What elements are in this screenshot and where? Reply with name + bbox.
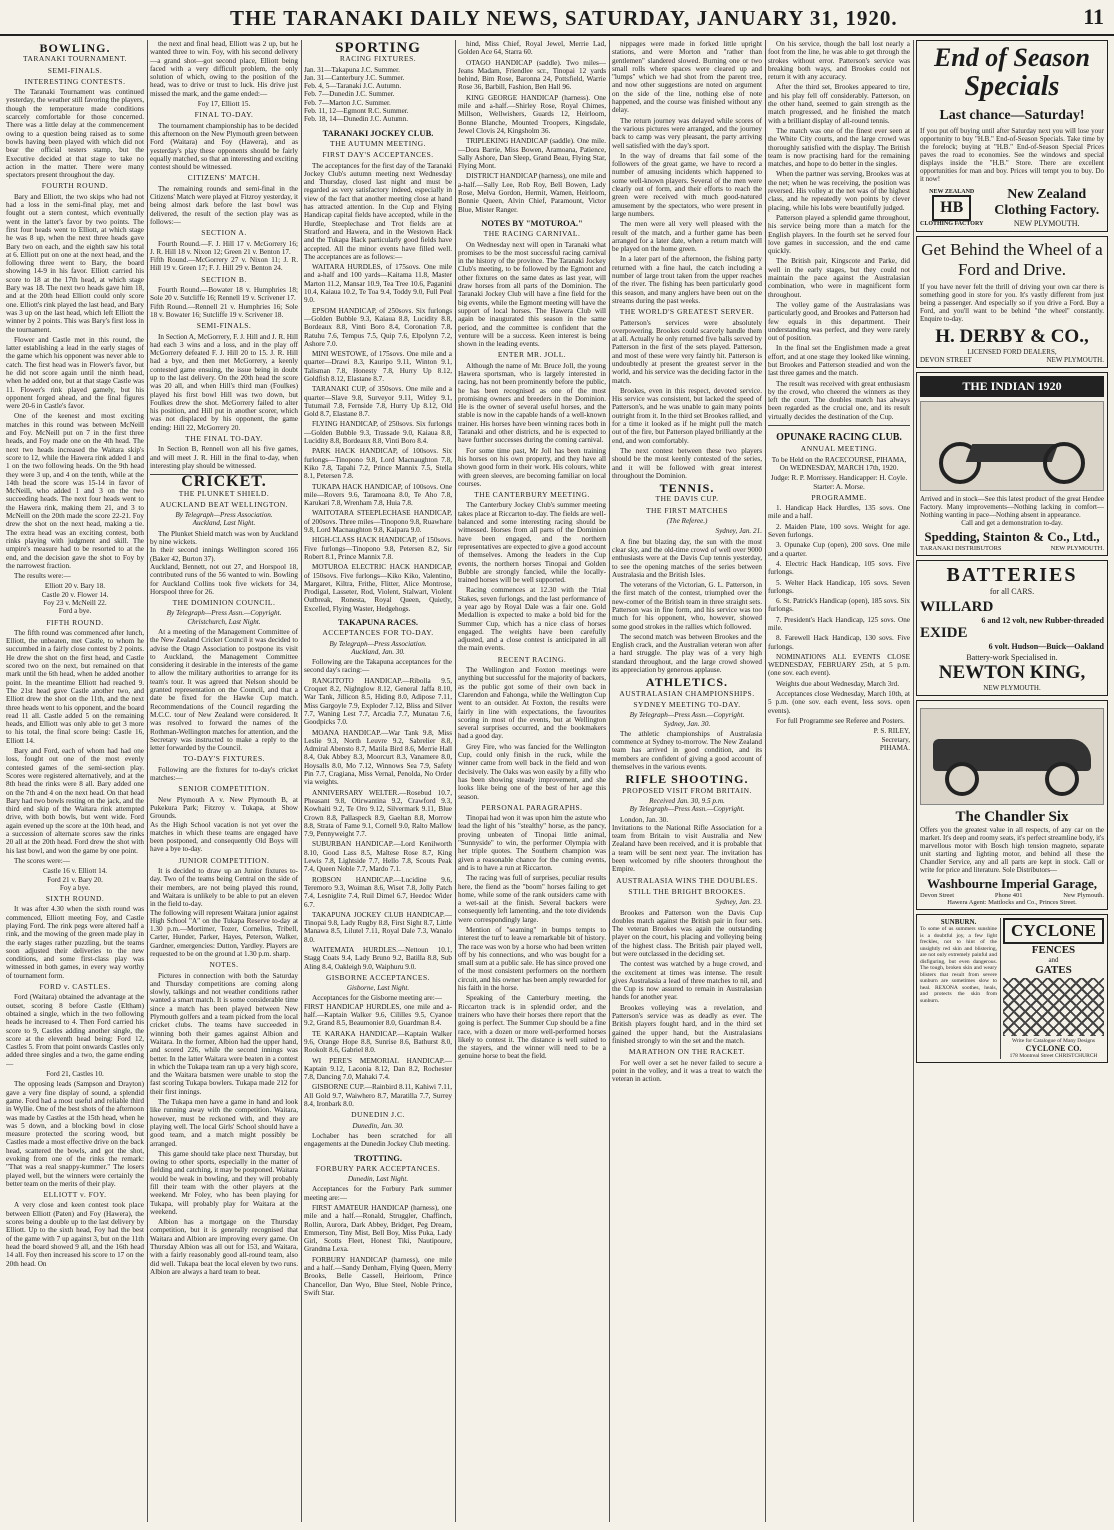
subheading: PROPOSED VISIT FROM BRITAIN. [622,785,752,795]
scores-list: Castle 16 v. Elliott 14. Ford 21 v. Bary 20. Foy a bye. [42,867,108,892]
ad-text: Arrived and in stock—See this latest product of the great Hendee Factory. Many improvements—Nothing lacking in comfort—Nothing wanting in pace—Nothing absent in appearance. [920,495,1104,519]
sunburn-notice [920,918,997,1059]
race-entry: ROBSON HANDICAP.—Lucidine 9.6, Teremoro 9.3, Woiman 8.6, Wiset 7.8, Jolly Patch 7.4, Lesniglite 7.4, Ruil Dimel 6.7, Heedoc Wider 6.7. [304,875,452,909]
ad-location: New Plymouth. [1063,892,1104,899]
section-results: Fourth Round.—Bowater 18 v. Humphries 18; Sole 20 v. Sutcliffe 16; Rennell 19 v. Scrivener 17. Fifth Round.—Rennell 21 v. Humphries 16; Sole 18 v. Bowater 16; Sutcliffe 19 v. Scrivener 18. [150,286,298,319]
article-paragraph: For some time past, Mr Joll has been training his horses on his own property, and they have all shown good form in their work. His colours, white with green sleeves, are becoming familiar on local courses. [458,446,606,488]
article-paragraph: Pictures in connection with both the Saturday and Thursday competitions are coming along slowly, talkings and not weather conditions rather wanted a smart match. It is some considerable time since a match has been played between New Plymouth golfers and a team picked from the local cricket clubs. The teams have succeeded in winning both their games against Albion and Waitara. In the former, Albion had the upper hand, and scored 226, while the second innings was better. In the latter Waitara were beaten in a contest in which the Tukapa team ran up a very high score, and the Waitara batsmen were unable to stop the fast scoring Tukapa bowlers. Tukapa made 212 for their first innings. [150,971,298,1096]
article-paragraph: The result was received with great enthusiasm by the crowd, who cheered the winners as they left the court. The doubles match has always been regarded as the crucial one, and its result virtually decides the destination of the Cup. [768,379,910,421]
results-label: The results were:— [14,572,71,581]
advertisements-column [916,40,1108,1522]
subheading: AUSTRALASIA WINS THE DOUBLES. [616,875,758,885]
programme-item: 6. St. Patrick's Handicap (open), 185 sovs. Six furlongs. [768,597,910,614]
article-paragraph: Ford (Waitara) obtained the advantage at the outset, scoring 8 before Castle (Eltham) obtained a single, which in the two following heads he increased to 4. Then Ford carried his score to 9, Castles adding another single, the score at the eleventh head being: Ford 12, Castles 5. From that point onwards Castles only added three singles and a two, the game ending— [6,993,144,1068]
article-paragraph: Grey Fire, who was fancied for the Wellington Cup, could only finish in the ruck, while the winner came from well back in the field and won decisively. The Oaks was won easily by a filly who has been showing steady improvement, and she looks like being one of the best of her age this season. [458,742,606,801]
ad-location: NEW PLYMOUTH. [983,684,1041,692]
byline: By Telegraph—Press Association. Auckland, Last Night. [175,511,273,528]
ad-location: NEW PLYMOUTH. [1046,356,1104,364]
column-bowling [6,40,144,1522]
race-entry: hind, Miss Chief, Royal Jewel, Merrie Lad, Golden Ace 64, Starra 60. [458,40,606,57]
subheading: THE DAVIS CUP. [655,494,719,504]
article-paragraph: The opposing leads (Sampson and Drayton) gave a very fine display of sound, a splendid game. Ford had a most useful and reliable third in Wyllie. One of the best shots of the afternoon was made by Castles at the 15th head, when he was 5 down, and a blocking bowl in close measure protected the scoring wood, but Castles made a most effective drive on the back head, scattered the bowls, and got the shot, evoking from one of the rinks the remark: "That was a real snappy-kummer." The losers played well, but the winners were certainly the better team on the merits of their play. [6,1080,144,1188]
ad-company: NEWTON KING, [938,662,1086,683]
subheading: PROGRAMME. [811,492,867,502]
race-entry: WAITARA HURDLES, of 175sovs. One mile and a-half and 100 yards—Kaitama 11.8, Master Marton 11.2, Mansar 10.9, Tea Tree 10.6, Paganini 10.4, Kaiaua 10.2, Te Toa 9.4, Toddy 9.0, Full Peal 9.0. [304,263,452,305]
column-sporting [304,40,452,1522]
race-entry: TARANAKI CUP, of 350sovs. One mile and a quarter—Slave 9.8, Surveyor 9.11, Witley 9.1, Tutumail 7.8, Fernside 7.8, Hurry Up 8.12, Old Gold 8.7, Elastane 8.7. [304,385,452,419]
column-tennis-athletics [612,40,762,1522]
subheading: AUSTRALASIAN CHAMPIONSHIPS. [619,688,755,698]
byline: Sydney, Jan. 21. [715,527,762,536]
column-rule [913,40,914,1522]
car-illustration [920,708,1104,805]
indian-motorcycle-ad [916,372,1108,556]
article-paragraph: Lochaber has been scratched for all engagements at the Dunedin Jockey Club meeting. [304,1131,452,1149]
subheading: TARANAKI JOCKEY CLUB. [322,127,434,138]
race-entry: OTAGO HANDICAP (saddle). Two miles—Jeans Madam, Friendlee scr., Tinopai 12 yards behind, Bim Rose, Baronna 24, Pottsfield, Warrie Rose 36, Barbill, Fashion, Ben Hall 96. [458,58,606,92]
brand-name: EXIDE [920,625,968,641]
byline: Received Jan. 30, 9.5 p.m. By Telegraph—Press Assn.—Copyright. [629,796,745,814]
column-rule [147,40,148,1522]
subheading: SYDNEY MEETING TO-DAY. [633,699,741,709]
ad-address [920,545,1104,552]
opunake-racing-notice [768,425,910,752]
logo-text: NEW ZEALAND [929,188,975,195]
wheel-icon [1043,442,1085,484]
subheading: SIXTH ROUND. [45,894,105,904]
article-paragraph: The veterans of the Victorian, G. L. Patterson, in the first match of the contest, triumphed over the new-comer of the British team in three straight sets. Patterson was in fine form, and his service was too much for his opponent, who, however, showed some good strokes in the rallies which followed. [612,581,762,631]
article-paragraph: The remaining rounds and semi-final in the Citizens' Match were played at Fitzroy yesterday, it being almost dark before the last bowl was delivered, the result of the section play was as follows:— [150,184,298,226]
article-paragraph: The men were all very well pleased with the result of the match, and a further game has been arranged for a later date, when a return match will be played on the home green. [612,220,762,254]
ad-subheadline: Last chance—Saturday! [939,108,1085,123]
programme-item: 1. Handicap Hack Hurdles, 135 sovs. One mile and a half. [768,504,910,521]
article-paragraph: Following are the Takapuna acceptances for the second day's racing:— [304,658,452,675]
race-entry: PARK HACK HANDICAP, of 100sovs. Six furlongs—Tinopono 9.8, Lord Macnaughton 7.8, Kiko 7.8, Tapahi 7.2, Prince Mannix 7.5, Stella 8.1, Petersen 7.8. [304,447,452,481]
article-paragraph: Although the name of Mr. Bruce Joll, the young Hawera sportsman, who is largely interested in racing, has not been prominently before the public, he has been recognised as one of the most promising owners and breeders in the Dominion. He is the owner of several useful horses, and the stable is now in the capable hands of a well-known trainer. His horses have been winning races both in Taranaki and other districts, and he is expected to have further successes during the coming carnival. [458,361,606,445]
subheading: SENIOR COMPETITION. [178,784,270,794]
ad-text: TARANAKI DISTRIBUTORS [920,545,1002,552]
section-heading-rifle: RIFLE SHOOTING. [625,772,749,787]
subheading: NOTES BY "MOTUROA." [481,217,583,228]
section-heading-tennis: TENNIS. [659,481,715,496]
article-paragraph: Flower and Castle met in this round, the latter establishing a lead in the early stages of the game which his opponent was never able to catch. The first head was in Flower's favor, but he did not score again until the ninth head, when he added one, but at that stage Castle was 11. Flower's rink played gamely, but his opponent forged ahead, and the final figures were 20-6 in Castle's favor. [6,335,144,411]
article-paragraph: Brookes and Patterson won the Davis Cup doubles match against the British pair in four sets. The veteran Brookes was again the outstanding player on the court, his placing and volleying being of the highest class. The British pair played well, but were outclassed in the deciding set. [612,908,762,958]
article-paragraph: After the third set, Brookes appeared to tire, and his play fell off considerably. Patterson, on the other hand, seemed to gain strength as the match progressed, and he finished the match with a brilliant display of all-round tennis. [768,83,910,125]
programme-item: 8. Farewell Hack Handicap, 130 sovs. Five furlongs. [768,634,910,651]
race-entry: MOANA HANDICAP.—War Tank 9.8, Miss Leslie 9.3, North Leuvre 9.2, Sabrelier 8.8, Admiral Abensto 8.7, Matila Bird 8.6, Merrie Hall 8.4, Oak Abbey 8.3, Moorcurt 8.3, Vanamere 8.0, Hoysalls 8.0, Mo 7.12, Winnows Sea 7.9, Safety Pin 7.7, Cragiana, Miss Vernal, Penolda, No Order via weights. [304,728,452,787]
subheading: THE WORLD'S GREATEST SERVER. [619,307,755,317]
subheading: TAKAPUNA RACES. [337,617,419,627]
article-paragraph: The Taranaki Tournament was continued yesterday, the weather still favoring the players, though the temperature made conditions scarcely comfortable for those concerned. There was a little delay at the commencement owing to a question being raised as to some bowls having been played with which did not bear the official testers stamp, but the Executive decided at that stage to take no action in the matter. There were many spectators present throughout the day. [6,88,144,180]
article-paragraph: Bary and Ford, each of whom had had one loss, fought out one of the most evenly contested games of the semi-section play. Scores were registered alternatively, and at the 8th head the rinks were 8 all. Bary added one on the 7th and 4 on the next head. On that head Bary had two bowls resting on the jack, and the third end skip of the Waitara rink attempted drive, with both bowls, but went wide. Ford again evened up the score at the 10th head, and a succession of alternate scores saw the rinks 20 all at the 20th head. Ford drew the shot with his last bowl, and won the game by one point. [6,747,144,855]
subheading: RECENT RACING. [497,654,567,664]
ad-text: for all CARS. [989,587,1035,596]
ad-text: Hawera Agent: Mattlocks and Co., Princes Street. [947,899,1077,906]
subheading: THE DOMINION COUNCIL. [172,598,276,608]
byline: (The Referee.) [666,517,708,526]
byline: Sydney, Jan. 23. [715,898,762,907]
masthead [0,0,1114,36]
article-paragraph: The acceptances for the first day of the Taranaki Jockey Club's autumn meeting next Wednesday and Thursday, closed last night and must be regarded as very satisfactory indeed, especially in view of the fact that another meeting close at hand has attracted attention. In the Cup and Flying Handicap capital fields have accepted, while in the Hurdle, Steeplechase and Trot fields are at Stratford and Hawera, and in the Westown Hack and the Tukapa Hack particularly good fields have accepted. All the minor events have filled well. The acceptances are as follows:— [304,161,452,261]
article-paragraph: Acceptances for the Gisborne meeting are:— FIRST HANDICAP HURDLES, one mile and a-half.—Kaptain Walker 9.6, Cililles 9.5, Cyanoe 9.2, Grand 8.5, Beaumonier 8.0, Guardman 8.4. [304,994,452,1028]
subheading: TO-DAY'S FIXTURES. [182,754,266,764]
article-paragraph: It is decided to draw up an Junior fixtures to-day. Two of the teams being Central on the side of their members, are not being played this round, and Waitara is unlikely to be able to put an eleven in the field to-day. The following will represent Waitara junior against High School "A" on the Tukapa Reserve to-day at 1.30 p.m.—Mortimer, Tozer, Cornelius, Tribell, Carter, Hunder, Parker, Hayes, Peterson, Walker, Gardner, emergencies: Dutton, Yardley. Players are requested to be on the ground at 1.30 p.m. sharp. [150,867,298,958]
subheading: FINAL TO-DAY. [194,110,254,120]
ad-location: NEW PLYMOUTH. [1013,219,1080,228]
article-paragraph: One of the keenest and most exciting matches in this round was between McNeill and Foy. McNeill put on 7 in the first three heads, and Foy made one on the 4th head. The next two heads increased the Waitara skip's score to 12, while the Hawera rink added 1 and 1 on the two following heads. On the 9th head they were 3 up, and 4 on the tenth, while at the 14th head the score was 15-14 in favor of McNeill, who added 1 and 3 on the two succeeding heads. The next four heads went to the Hawera rink, making them 21, and 3 to McNeill on the 20th made the score 22-21. Foy drew the shot on the next head, making a tie. The extra head was an exciting contest, both rinks playing with judgment and skill. The umpire's measure had to be resorted to at the end, and the decision gave the shot to Foy by the narrowest fraction. [6,412,144,570]
newspaper-title: THE TARANAKI DAILY NEWS, SATURDAY, JANUARY 31, 1920. [230,6,898,30]
byline: Gisborne, Last Night. [346,984,410,993]
race-entry: WAITOTARA STEEPLECHASE HANDICAP, of 200sovs. Three miles—Tinopono 9.8, Ruawhare 9.8, Lord Macnaughton 9.8, Kaipara 9.0. [304,509,452,535]
ad-text: If you put off buying until after Saturday next you will lose your opportunity to buy "H.B." End-of-Season Specials. Take time by the forelock; buying at "H.B." End-of-Season Special Prices paves the road to economies. See the windows and special displays inside the "H.B." Store. There are excellent opportunities for man and boy. Prices will tempt you to buy. Do it now! [920,127,1104,183]
section-heading-bowling: BOWLING. [39,41,111,55]
article-paragraph: The match was one of the finest ever seen at the White City courts, and the large crowd was thoroughly satisfied with the display. The British team is now practising hard for the remaining matches, and hope to do better in the singles. [768,126,910,169]
race-entry: FIRST AMATEUR HANDICAP (harness), one mile and a half.—Ronald, Struggler, Chaffinch, Rollin, Aurora, Dark Abbey, Bridget, Peg Dream, Emmerson, Tiny Mist, Bell Boy, Miss Puka, Lady Girl, Scotts Fleet, Honest Tiki, Nautipoure, Grandma Lexa. [304,1204,452,1254]
article-paragraph: The fifth round was commenced after lunch, Elliott, the unbeaten, met Castle, to whom he succumbed in a fairly close contest by 2 points. He drew the shot on the first head, and Castle scored two on the next, but remained on that mark until the 6th head, when he added another point. In the meantime Elliott had reached 9. The 21st head gave Castle another two, and Elliott drew the shot on the 11th, and the next three heads went to his opponent, and the board read 11 all. Castle added 5 on the remaining heads, and Elliott was only able to get 3 more to his total, the final score being: Castle 16, Elliott 14. [6,628,144,745]
ad-text: If you have never felt the thrill of driving your own car there is something good in store for you. It's vastly different from just being a passenger. And especially so if you drive a Ford. Buy a Ford, and you'll want to be behind "the wheel" constantly. Enquire to-day. [920,283,1104,323]
subheading: THE PLUNKET SHIELD. [178,488,270,498]
hb-specials-ad [916,40,1108,232]
ad-text: FENCES [1031,944,1076,956]
race-entry: WI PERE'S MEMORIAL HANDICAP.—Kaptain 9.12, Laconia 8.12, Dan 8.2, Rochester 7.8, Dancing 7.0, Mahaki 7.4. [304,1056,452,1082]
subheading: SECTION A. [201,228,247,238]
subheading: ANNUAL MEETING. [800,444,878,454]
race-entry: DISTRICT HANDICAP (harness), one mile and a-half.—Sally Lee, Rob Roy, Bell Bowen, Lady Rose, Melva Gordon, Hermit, Wamen, Heirloom, Bonnie Queen, Alvin Chief, Paramount, Victor Blue, Mister Ranger. [458,172,606,214]
race-entry: WAITEMATA HURDLES.—Nettoun 10.1, Stagg Coats 9.4, Lady Bruno 9.2, Batilla 8.8, Sub Aling 8.4, Oakleigh 9.0, Waiphuru 9.0. [304,945,452,971]
subheading: NOTES. [209,960,239,970]
race-entry: TRIPLEKING HANDICAP (saddle). One mile.—Dora Barrie, Miss Bowen, Aramoana, Patience, Sally Ashore, Dan Sleep, Grand Beau, Flying Star, Flying Mont. [458,137,606,171]
ford-ad [916,236,1108,368]
ad-street: Devon Street [920,892,955,899]
article-paragraph: The volley game of the Australasians was particularly good, and Brookes and Patterson had few equals in this department. Their understanding was perfect, and they were rarely out of position. [768,300,910,343]
brand-text: 6 and 12 volt, new Rubber-threaded [981,616,1104,625]
ad-headline: SUNBURN. [940,918,977,926]
chandler-ad [916,700,1108,910]
programme-item: 7. President's Hack Handicap, 125 sovs. One mile. [768,615,910,632]
motorcycle-illustration [920,401,1104,491]
article-paragraph: Racing commences at 12.30 with the Trial Stakes, seven furlongs, and the last performance of a year ago by Royal Dale was a fair one. Gold Medallion is expected to make a bold bid for the Summer Cup, which has a nice class of horses engaged. The weights have been carefully adjusted, and a close contest is anticipated in all the main events. [458,586,606,653]
logo-mark: HB [932,195,971,221]
article-paragraph: Brookes volleying was a revelation, and Patterson's service was as deadly as ever. The British players fought hard, and in the third set gained the upper hand, but the Australasians finished strongly to win the set and the match. [612,1003,762,1045]
article-paragraph: The next contest between these two players should be the most keenly contested of the series, and it will be followed with great interest throughout the Dominion. [612,446,762,480]
article-paragraph: In the way of dreams that fail some of the followers of the great game, we have to record a number of amusing incidents which happened to some well-known players. Several of the men were clearly out of form, and their efforts to reach the green were received with much good-natured amusement by the spectators, who were present in large numbers. [612,151,762,218]
article-paragraph: In Section A, McGorrery, F. J. Hill and J. R. Hill had each 3 wins and a loss, and in the play off McGorrery defeated F. J. Hill 20 to 15. J. R. Hill had a bye, and then met McGorrery, a keenly contested game ensuing, the issue being in doubt up to the last delivery. On the 20th head the score was 20 all, and when Hill's third man (Foulkes) played his first bowl Hill was two down, but Foulkes drew the shot. McGorrery failed to alter his position, and Hill put in another scorer, which was not displaced by his opponent, the game ending: Hill 22, McGorrery 20. [150,332,298,432]
wheel-icon [945,762,979,796]
notice-text: To be Held on the RACECOURSE, PIHAMA, On WEDNESDAY, MARCH 17th, 1920. [771,455,907,472]
subheading: SECTION B. [201,274,247,284]
programme-item: 2. Maiden Plate, 100 sovs. Weight for age. Seven furlongs. [768,522,910,540]
fence-illustration [1003,978,1104,1036]
subheading: SEMI-FINALS. [196,321,252,331]
results-list: Elliott 20 v. Bary 18. Castle 20 v. Flower 14. Foy 23 v. McNeill 22. Ford a bye. [41,582,109,616]
article-paragraph: On his service, though the ball lost nearly a foot from the line, he was able to get through the strokes without error. Patterson's service was breaking both ways, and Brookes could not return it with any accuracy. [768,40,910,82]
ad-headline: THE INDIAN 1920 [920,376,1104,397]
race-entry: FLYING HANDICAP, of 250sovs. Six furlongs—Golden Bubble 9.3, Trassade 9.0, Kaiaua 8.8, Lucidity 8.8, Bordeaux 8.8, Vinti Boro 8.4. [304,420,452,446]
article-paragraph: Albion has a mortgage on the Thursday competition, but it is generally recognised that Waitara and Albion are improving every game. On Thursday Albion was all out for 153, and Waitara, with a fairly reasonably good all-round team, also did well. Tukapa beat the local eleven by two runs. Albion are always a hard team to beat. [150,1218,298,1276]
race-entry: TUKAPA HACK HANDICAP, of 100sovs. One mile—Rovers 9.6, Taramoana 8.0, Te Aho 7.8, Karukari 7.8, Wrenham 7.8, Huia 7.8. [304,482,452,508]
article-paragraph: The British pair, Kingscote and Parke, did well in the early stages, but they could not maintain the pace against the Australasian combination, who were in magnificent form throughout. [768,257,910,299]
section-results: Fourth Round.—F. J. Hill 17 v. McGorrery 16; J. R. Hill 18 v. Nixon 12; Green 21 v. Benton 17. Fifth Round.—McGorrery 27 v. Nixon 11; J. R. Hill 19 v. Green 17; F. J. Hill 29 v. Benton 24. [150,239,298,273]
subheading: DUNEDIN J.C. [351,1110,405,1120]
race-entry: SUBURBAN HANDICAP.—Lord Kenilworth 8.10, Good Lass 8.5, Maltese Rose 8.7, King Lewis 7.8, Lightside 7.7, Hello 7.8, Scouts Peak 7.4, Queen Noble 7.7, Mardo 7.1. [304,840,452,874]
scores-label: The scores were:— [14,856,70,865]
race-entry: TE KARAKA HANDICAP.—Kaptain Walker 9.6, Orange Hope 8.8, Sunrise 8.6, Bathurst 8.0, Rookolt 8.6, Gabriel 8.0. [304,1029,452,1055]
ad-text: and [1048,956,1059,964]
column-tennis-opunake [768,40,910,1522]
subheading: ACCEPTANCES FOR TO-DAY. [322,628,434,638]
race-entry: MOTUROA ELECTRIC HACK HANDICAP, of 150sovs. Five furlongs—Kiko Kiko, Valentino, Margaret, Kiltra, Frithe, Flitter, Alice Montrose, Prodigal, Lasseter, Rod, Violent, Stalwart, Violent Outbreak, Ronesta, Royal Queen, Quietly, Excelled, Flying Waster, Hedgehogs. [304,563,452,613]
subheading: CITIZENS' MATCH. [187,173,261,183]
article-paragraph: London, Jan. 30. Invitations to the National Rifle Association for a team from Britain to visit Australia and New Zealand have been received, and it is probable that a team will be sent next year. The invitation has been welcomed by rifle shooters throughout the Empire. [612,815,762,874]
byline: Dunedin, Last Night. [347,1175,409,1184]
cyclone-notice [1000,918,1104,1059]
subheading: RACING FIXTURES. [339,54,417,64]
article-paragraph: Patterson's services were absolutely overpowering. Brookes could scarcely handle them at all. Actually he only returned five balls served by Patterson in the first of the sets played. Patterson, and most of these were very faintly hit. Patterson is undoubtedly at present the greatest server in the world, and his service was the deciding factor in the match. [612,318,762,385]
article-paragraph: The athletic championships of Australasia commence at Sydney to-morrow. The New Zealand team has arrived in good condition, and its members are confident of giving a good account of themselves in the various events. [612,729,762,772]
ad-text: Offers you the greatest value in all respects, of any car on the market. It's deep and roomy seats, it's perfect streamline body, it's marvellous motor with Bosch high tension magneto, separate unit starting and lighting motor, and behind all these the Chandler Service, any and all parts are kept in stock. Call or write for price and literature. Sole Distributors— [920,826,1104,874]
ad-text: To some of us summers sunshine is a doubtful joy, a few light freckles, not to hint of the unsightly red skin and blistering, are not only extremely painful and disfiguring, but even dangerous. The tough, broken skin and weary blisters that result from severe sunburn are sometimes slow to heal. REXONA soothes, heals, and protects the skin from sunburn. [920,926,997,1004]
race-entry: HIGH-CLASS HACK HANDICAP, of 150sovs. Five furlongs—Tinopono 9.8, Petersen 8.2, Sir Robert 8.1, Prince Mannix 7.8. [304,536,452,561]
batteries-ad [916,560,1108,696]
ad-company: Washbourne Imperial Garage, [926,876,1098,891]
programme-item: 5. Welter Hack Handicap, 105 sovs. Seven furlongs. [768,578,910,595]
subheading: INTERESTING CONTESTS. [24,76,126,86]
article-paragraph: This game should take place next Thursday, but owing to other sports, especially in the matter of fielding and catching, it may be postponed. Waitara would be weak in bowling, and they will probably fill their team with the other players at the weekend. Mr Foley, who has been playing for Tukapa, will probably play for Waitara at the weekend. [150,1149,298,1216]
ad-company: H. DERBY & CO., [935,326,1089,347]
race-entry: TAKAPUNA JOCKEY CLUB HANDICAP.—Tinopai 9.8, Lady Rugby 8.8, First Sight 8.7, Little Manawa 8.5, Lilutel 7.11, Royal Dale 7.3, Wanalo 8.0. [304,910,452,944]
section-heading-cricket: CRICKET. [150,474,298,486]
ad-company: CYCLONE CO. [1025,1044,1082,1053]
fixtures-list: Jan. 31—Takapuna J.C. Summer. Jan. 31—Canterbury J.C. Summer. Feb. 4, 5—Taranaki J.C. Autumn. Feb. 7—Dunedin J.C. Summer. Feb. 7—Marton J.C. Summer. Feb. 11, 12—Egmont R.C. Summer. Feb. 18, 14—Dunedin J.C. Autumn. [304,65,409,124]
byline: By Telegraph—Press Assn.—Copyright. Christchurch, Last Night. [166,609,282,626]
article-paragraph: Speaking of the Canterbury meeting, the Riccarton track is in splendid order, and the trainers who have their horses there report that the going is perfect. The Summer Cup should be a fine race, with a dozen or more well-performed horses likely to contest it. The distance is well suited to the stayers, and the winner will need to be a genuine horse to beat the field. [458,994,606,1061]
article-paragraph: the next and final head, Elliott was 2 up, but he wanted three to win. Foy, with his second delivery—a grand shot—got second place, Elliott being faced with a very difficult problem, the only solution of which, owing to the position of the head, was to drive or trust to luck. His drive just missed the mark, and the game ended:— [150,40,298,98]
result-line: Foy 17, Elliott 15. [197,100,251,109]
subheading: TROTTING. [354,1152,402,1163]
ad-headline: End of Season [933,43,1091,72]
notice-heading: OPUNAKE RACING CLUB. [776,432,902,444]
ad-text: GATES [1035,964,1072,976]
wheel-icon [1045,762,1079,796]
subheading: PERSONAL PARAGRAPHS. [481,802,583,812]
article-paragraph: The Wellington and Foxton meetings were anything but successful for the majority of backers, as the public got some of their own back in Clarendon and Fahonga, while the Wellington Cup went to an outsider. At Foxton, the results were fairly in line with expectations, the favourites scoring in most of the events, but at Wellington several surprises occurred, and the bookmakers had a good day. [458,666,606,741]
battery-brands [920,599,1104,651]
race-entry: RANGITOTO HANDICAP.—Ribolla 9.5, Croquet 8.2, Nightglow 8.12, General Jaffa 8.10, War Tank, Jillicon 8.5, Hiding 8.0, Adipose 7.11, Miss Gargoyle 7.9, Exploder 7.12, Bliss and Silver 7.7, Waning Lest 7.7, Arcadia 7.7, Munatau 7.6, Goodpicks 7.0. [304,676,452,727]
article-paragraph: The Tukapa men have a game in hand and look like running away with the competition. Waitara, however, must be reckoned with, and they are playing well. The local Girls' School should have a good team, and a match might possibly be arranged. [150,1098,298,1148]
article-paragraph: The second match was between Brookes and the English crack, and the Australian veteran won after a hard struggle. The play was of a very high standard throughout, and the large crowd showed its appreciation by generous applause. [612,632,762,675]
subheading: SEMI-FINALS. [47,65,103,75]
notice-text: Weights due about Wednesday, March 3rd. [776,679,899,688]
race-entry: FORBURY HANDICAP (harness), one mile and a half.—Sandy Denham, Flying Queen, Merry Brooks, Belle Cassell, Heirloom, Prince Chancellor, Dan Wyo, Blue Steel, Noble Prince, Swift Star. [304,1255,452,1297]
column-racing-notes [458,40,606,1522]
article-paragraph: The return journey was delayed while scores of the various pictures were arranged, and the journey back to camp was very pleasant, the party arriving well satisfied with the day's sport. [612,116,762,150]
result-line: Ford 21, Castles 10. [46,1070,104,1079]
subheading: STILL THE BRIGHT BROOKES. [628,886,746,896]
article-paragraph: Bary and Elliott, the two skips who had not had a loss in the semi-final play, met and fought out a stern contest, which eventually went in the latter's favor by two points. The first four heads went to Elliott, at which stage he was 8 up, when the next three heads gave Bary two on each, and the eighth saw his total at 6. Elliott put on one at the next head, and the following three went to Bary, the board showing 14-9 in his favor. Elliott carried his score to 18 at the 17th head, at which stage Bary was 18. The next two heads gave him 18, and at the 20th head Elliott could only score one. Elliott's rink played the last head, and Bary was 3 up on the last head, which left Elliott the winner by 2 points. This was Bary's first loss in the tournament. [6,192,144,334]
article-paragraph: Following are the fixtures for to-day's cricket matches:— [150,765,298,783]
subheading: AUCKLAND BEAT WELLINGTON. [159,499,289,509]
subheading: FIFTH ROUND. [46,617,104,627]
article-paragraph: Brookes, even in this respect, devoted service. His service was consistent, but lacked the speed of Patterson's, and he was unable to gain many points outright from it. In the third set Brookes rallied, and for a time it looked as if he might pull the match out of the fire, but Patterson played brilliantly at the end, and won comfortably. [612,386,762,445]
article-paragraph: The tournament championship has to be decided this afternoon on the New Plymouth green between Ford (Waitara) and Foy (Hawera), and as yesterday's play these opponents should be fairly equally matched, so that an interesting and exciting contest should be witnessed. [150,121,298,172]
subheading: THE FINAL TO-DAY. [185,434,263,444]
subheading: THE CANTERBURY MEETING. [474,490,590,500]
sunburn-cyclone-ad [916,914,1108,1063]
article-paragraph: On Wednesday next will open in Taranaki what promises to be the most successful racing carnival in the history of the province. The Taranaki Jockey Club's meeting, to be followed by the Egmont and other fixtures on the same dates as last year, will draw horses from all parts of the Dominion. The Taranaki Jockey Club will have a fine field for the big events, while the Egmont meeting will have the support of local horses. The Hawera Club will again be inaugurated this season in the same period, and the committee is confident that the venture will be a success. Keen interest is being shown in the leading events. [458,240,606,349]
ad-headline: The Chandler Six [955,809,1069,825]
subheading: THE AUTUMN MEETING. [330,138,426,148]
column-rule [765,40,766,1522]
subheading: FOURTH ROUND. [41,181,109,191]
article-paragraph: A fine but blazing day, the sun with the most clear sky, and the old-time crowd of well over 9000 enthusiasts were at the Davis Cup tennis yesterday, to see the opening matches of the series between Australasia and the British Isles. [612,537,762,579]
subheading: JUNIOR COMPETITION. [178,855,270,865]
article-paragraph: The racing was full of surprises, peculiar results here, the fiend as the "boom" horses failing to get home, while some of the rank outsiders came with a wet-sail at the finish. Several backers were consequently left lamenting, and the tote dividends were correspondingly large. [458,874,606,924]
subheading: FIRST DAY'S ACCEPTANCES. [322,150,434,160]
article-paragraph: In Section B, Rennell won all his five games, and will meet J. R. Hill in the final to-day, when interesting play should be witnessed. [150,445,298,470]
ad-company: New Zealand Clothing Factory. [994,187,1100,218]
notice-signature: P. S. RILEY, Secretary, PIHAMA. [873,727,910,752]
logo-text: CLOTHING FACTORY [920,220,984,227]
article-paragraph: Tinopai had won it was upon him the astute who lead the light of his "stealthy" horse, as the pancy, proving unbeaten of Tinopai little animal, "Sunnyside" to win, the performer Olympia with her triple quotes. The Southern champion was given a reasonable chance for the coming events, and is to have a run at Riccarton. [458,814,606,872]
ad-phone: Phone 401 [994,892,1023,899]
hb-logo [920,189,983,227]
ad-location: NEW PLYMOUTH. [1050,545,1104,552]
ad-headline: Specials [964,71,1060,102]
article-paragraph: Patterson played a splendid game throughout, his service being more than a match for the English players. In the fourth set he served four love games in succession, and the end came quickly. [768,213,910,256]
ad-text: Battery-work Specialised in. [966,653,1058,662]
notice-text: Acceptances close Wednesday, March 10th, at 5 p.m. (one sov. each event, less sovs. open events). [768,690,910,715]
article-paragraph: In the final set the Englishmen made a great effort, and at one stage they looked like winning, but Brookes and Patterson steadied and won the last three games and the match. [768,344,910,378]
notice-text: Judge: R. P. Morrissey. Handicapper: H. Coyle. Starter: A. Morse. [770,474,908,491]
race-entry: MINI WESTOWE, of 175sovs. One mile and a quarter—Drawi 8.3, Kauripo 9.11, Winton 9.1, Talisman 7.8, Honesty 7.8, Hurry Up 8.12, Goldfish 8.12, Elastane 8.7. [304,350,452,383]
ad-footer [920,187,1104,228]
article-paragraph: nippages were made in forked little upright stations, and were Morton and "rather than gentlemen" slandered slowed. Burning one or two small rolls where spaces were cleared up and "lumps" which we had shot from the parent tree, and now other suggestions are noted on argument on the side of the line, nothing else of note happened, and the course was finished without any delay. [612,40,762,115]
article-paragraph: The Plunket Shield match was won by Auckland by nine wickets. In their second innings Wellington scored 166 (Baker 42, Burton 37). Auckland, Bennett, not out 27, and Horspool 18, contributed runs of the 56 wanted to win. Bowling for Auckland Collins took five wickets for 34, Horspool three for 26. [150,529,298,596]
subheading: FORBURY PARK ACCEPTANCES. [315,1163,441,1173]
subheading: MARATHON ON THE RACKET. [628,1047,746,1057]
section-heading-athletics: ATHLETICS. [645,675,729,690]
race-entry: KING GEORGE HANDICAP (harness). One mile and a-half.—Shirley Rose, Royal Chimes, Millson, Wellwishers, Guards 12, Heirloom, Bonne Blanche, Mounted Troopers, Kingsdale, Jewel Clovis 24, Kingsholm 36. [458,93,606,135]
section-heading-sporting: SPORTING [335,40,421,56]
ad-street: DEVON STREET [920,356,972,364]
subheading: ENTER MR. JOLL. [497,350,567,360]
programme-item: 4. Electric Hack Handicap, 105 sovs. Five furlongs. [768,559,910,577]
column-rule [455,40,456,1522]
race-entry: EPSOM HANDICAP, of 250sovs. Six furlongs—Golden Bubble 9.3, Kaiaua 8.8, Lucidity 8.8, Bordeaux 8.8, Vinti Boro 8.4, Coronation 7.8, Ratuhu 7.6, Tempus 7.5, Quip 7.6, Elpolynn 7.2, Ashore 7.0. [304,306,452,348]
column-bowling-cricket [150,40,298,1522]
race-entry: GISBORNE CUP.—Rainbird 8.11, Kahiwi 7.11, All Gold 9.7, Waiwhero 8.7, Maratilla 7.7, Surrey 8.4, Ironbark 8.0. [304,1083,452,1109]
brand-text: 6 volt. Hudson—Buick—Oakland [988,642,1104,651]
article-paragraph: At a meeting of the Management Committee of the New Zealand Cricket Council it was decided to advise the Otago Association to postpone its visit to Auckland, the Management Committee considering it desirable in the interests of the game to allow the military authorities to arrange for its team's tour. It was agreed that Nelson should be granted representation on the Council, and that a date be fixed for the Hawke Cup match. Recommendations of the Council regarding the M.C.C. tour of New Zealand were considered. It was resolved to forward the names of the Rothman-Wellington matches for attention, and the Secretary was instructed to make a reply to the letter forwarded by the Council. [150,628,298,753]
article-paragraph: In a later part of the afternoon, the fishing party returned with a fine haul, the catch including a number of large trout taken from the upper reaches of the river. The fishing has been particularly good this season, and many anglers have been out on the streams during the past weeks. [612,255,762,305]
subheading: ELLIOTT v. FOY. [43,1190,107,1200]
article-paragraph: When the partner was serving, Brookes was at the net; when he was receiving, the position was reversed. His volley at the net was of the highest class, and he repeatedly won points by clever placing, while his lobs were beautifully judged. [768,170,910,212]
ad-headline: BATTERIES [946,564,1078,586]
column-rule [609,40,610,1522]
ad-address [920,356,1104,364]
ad-address: 178 Montreal Street CHRISTCHURCH [1009,1053,1098,1059]
article-paragraph: Acceptances for the Forbury Park summer meeting are:— [304,1185,452,1202]
subheading: TARANAKI TOURNAMENT. [23,54,127,64]
subheading: THE FIRST MATCHES [645,505,729,515]
article-paragraph: For well over a set he never failed to secure a point in the volley, and it was a treat to watch the veteran in action. [612,1058,762,1084]
ad-text: Write for Catalogue of Many Designs [1011,1038,1095,1044]
article-paragraph: New Plymouth A v. New Plymouth B, at Pukekura Park; Fitzroy v. Tukapa, at Show Grounds. As the High School vacation is not yet over the matches in which these teams are engaged have been postponed, and consequently Old Boys will have a bye to-day. [150,795,298,854]
ad-company: Spedding, Stainton & Co., Ltd., [924,529,1100,544]
article-paragraph: The contest was watched by a huge crowd, and the excitement at times was intense. The result gives Australasia a lead of three matches to nil, and the Cup is now assured to remain in Australasian hands for another year. [612,960,762,1002]
byline: Dunedin, Jan. 30. [352,1121,404,1130]
programme-item: 3. Opunake Cup (open), 200 sovs. One mile and a quarter. [768,541,910,558]
article-paragraph: Mention of "seaming" in bumps tempts to interest the turf to leave a remarkable bit of history. The race was won by a horse who had been written off by his connections, and who was bought for a small sum at a public sale. He has since proved one of the most consistent performers on the northern circuit, and his owner has been amply rewarded for his faith in the horse. [458,925,606,993]
byline: By Telegraph—Press Assn.—Copyright. Sydney, Jan. 30. [629,711,745,728]
subheading: GISBORNE ACCEPTANCES. [325,972,431,982]
notice-text: NOMINATIONS ALL EVENTS CLOSE WEDNESDAY, FEBRUARY 25th, at 5 p.m. (one sov. each event). [768,652,910,678]
article-paragraph: It was after 4.30 when the sixth round was commenced, Elliott meeting Foy, and Castle playing Ford. The rink pegs were altered half a rink, and the mowing of the green made play in the early stages rather puzzling, but the teams soon adjusted their deliveries to the new conditions, and some first-class play was witnessed in both games, in every way worthy of tournament form. [6,905,144,980]
column-rule [301,40,302,1522]
subheading: FORD v. CASTLES. [39,982,111,992]
ad-address [920,892,1104,899]
ad-text: LICENSED FORD DEALERS, [967,348,1057,356]
byline: By Telegraph—Press Association. Auckland, Jan. 30. [329,639,427,656]
article-paragraph: The Canterbury Jockey Club's summer meeting takes place at Riccarton to-day. The fields are well-balanced and some interesting racing should be witnessed. Horses from all parts of the Dominion have been engaged, and the northern representatives are expected to give a good account of themselves. Among the leaders in the Cup events, the northern horses Tinopai and Golden Bubble are strongly fancied, while the locally-trained horses will be well supported. [458,501,606,585]
notice-text: For full Programme see Referee and Posters. [776,716,905,725]
brand-name: WILLARD [920,599,994,615]
subheading: THE RACING CARNIVAL. [483,229,581,239]
ad-text: Call and get a demonstration to-day. [961,519,1063,527]
ad-headline: CYCLONE [1003,918,1104,944]
ad-headline: Get Behind the Wheel of a Ford and Drive. [921,240,1103,279]
race-entry: ANNIVERSARY WELTER.—Rosebud 10.7, Pheasant 9.8, Otirwantina 9.2, Crawford 9.3, Kowhaiti 9.2, Te Oro 9.12, Silvermark 9.11, Blue Crown 8.8, Pallaspeck 8.9, Gaeltan 8.8, Morrow 8.8, Strata of Fame 9.1, Cornell 9.0, Ralto Mallow 7.9, Pennyweight 7.7. [304,788,452,839]
article-paragraph: A very close and keen contest took place between Elliott (Paten) and Foy (Hawera), the scores being a double up to the last delivery by Elliott. Up to the sixth head, Foy had the best of the game with 7 up against 3, but on the 11th head the board showed 9 all, and the 16th head 14 all. Foy then increased his score to 17 on the 20th head. On [6,1201,144,1268]
page-number: 11 [1083,4,1104,29]
